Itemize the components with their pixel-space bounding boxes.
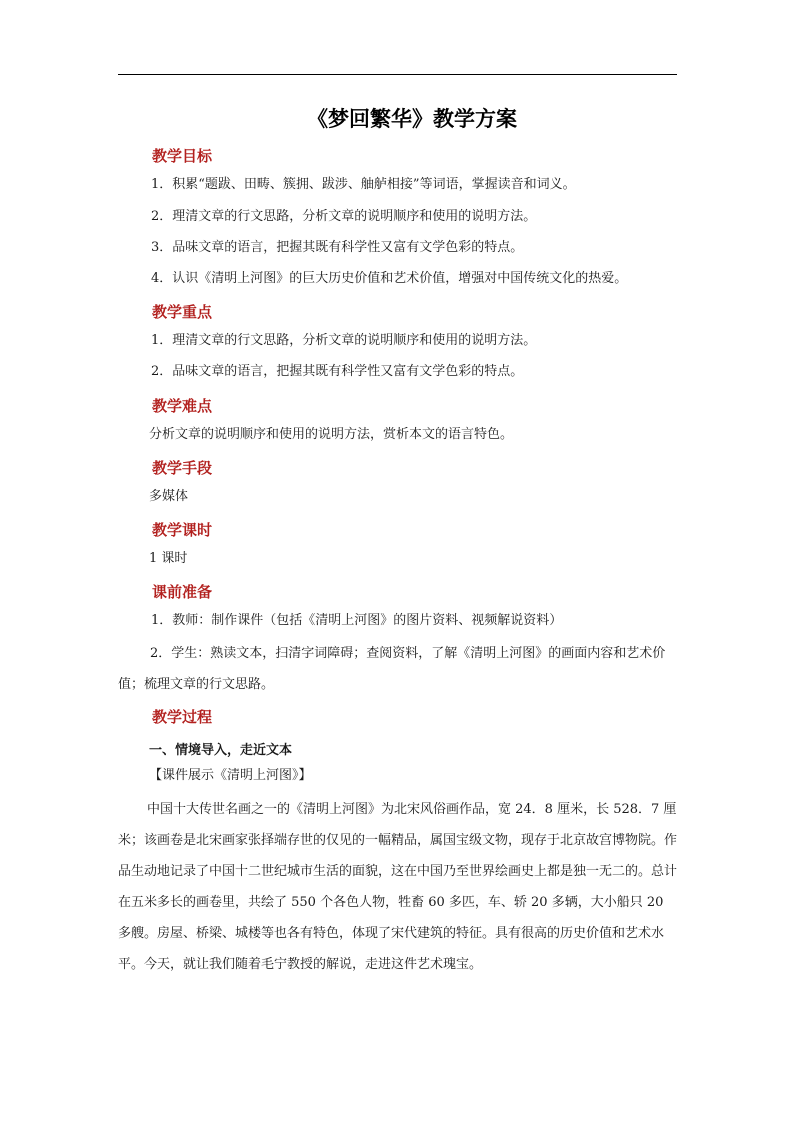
goal-item-2: 2．理清文章的行文思路，分析文章的说明顺序和使用的说明方法。 (151, 209, 537, 224)
key-item-2: 2．品味文章的语言，把握其既有科学性又富有文学色彩的特点。 (151, 364, 524, 379)
key-item-1: 1．理清文章的行文思路，分析文章的说明顺序和使用的说明方法。 (151, 333, 537, 348)
heading-difficulty: 教学难点 (152, 397, 213, 415)
heading-hours: 教学课时 (152, 521, 213, 539)
means-text: 多媒体 (149, 489, 189, 504)
goal-item-4: 4．认识《清明上河图》的巨大历史价值和艺术价值，增强对中国传统文化的热爱。 (151, 271, 628, 286)
heading-process: 教学过程 (152, 708, 213, 726)
process-intro: 中国十大传世名画之一的《清明上河图》为北宋风俗画作品，宽 24．8 厘米，长 528．7 厘米；该画卷是北宋画家张择端存世的仅见的一幅精品，属国宝级文物，现存于北京故宫博物院。作品生动地记录了中国十二世纪城市生活的面貌，这在中国乃至世界绘画史上都是独一无二的。总计在五米多长的画卷里，共绘了 550 个各色人物，牲畜 60 多匹，车、轿 20 多辆，大小船只 20 多艘。房屋、桥梁、城楼等也各有特色，体现了宋代建筑的特征。具有很高的历史价值和艺术水平。今天，就让我们随着毛宁教授的解说，走进这件艺术瑰宝。 (118, 802, 678, 972)
goal-item-3: 3．品味文章的语言，把握其既有科学性又富有文学色彩的特点。 (151, 240, 524, 255)
prep-teacher: 1．教师：制作课件（包括《清明上河图》的图片资料、视频解说资料） (151, 613, 563, 628)
prep-student: 2．学生：熟读文本，扫清字词障碍；查阅资料，了解《清明上河图》的画面内容和艺术价值；梳理文章的行文思路。 (118, 646, 666, 692)
heading-prep: 课前准备 (152, 583, 213, 601)
goal-item-1: 1．积累“题跋、田畴、簇拥、跋涉、舳舻相接”等词语，掌握读音和词义。 (151, 177, 576, 192)
hours-text: 1 课时 (149, 551, 188, 566)
difficulty-text: 分析文章的说明顺序和使用的说明方法，赏析本文的语言特色。 (149, 427, 514, 442)
heading-means: 教学手段 (152, 459, 213, 477)
heading-goals: 教学目标 (152, 147, 213, 165)
header-rule (118, 74, 677, 75)
heading-key: 教学重点 (152, 303, 213, 321)
page-title: 《梦回繁华》教学方案 (307, 107, 517, 131)
process-step-1-title: 一、情境导入，走近文本 (149, 743, 293, 758)
courseware-note: 【课件展示《清明上河图》】 (149, 768, 312, 783)
